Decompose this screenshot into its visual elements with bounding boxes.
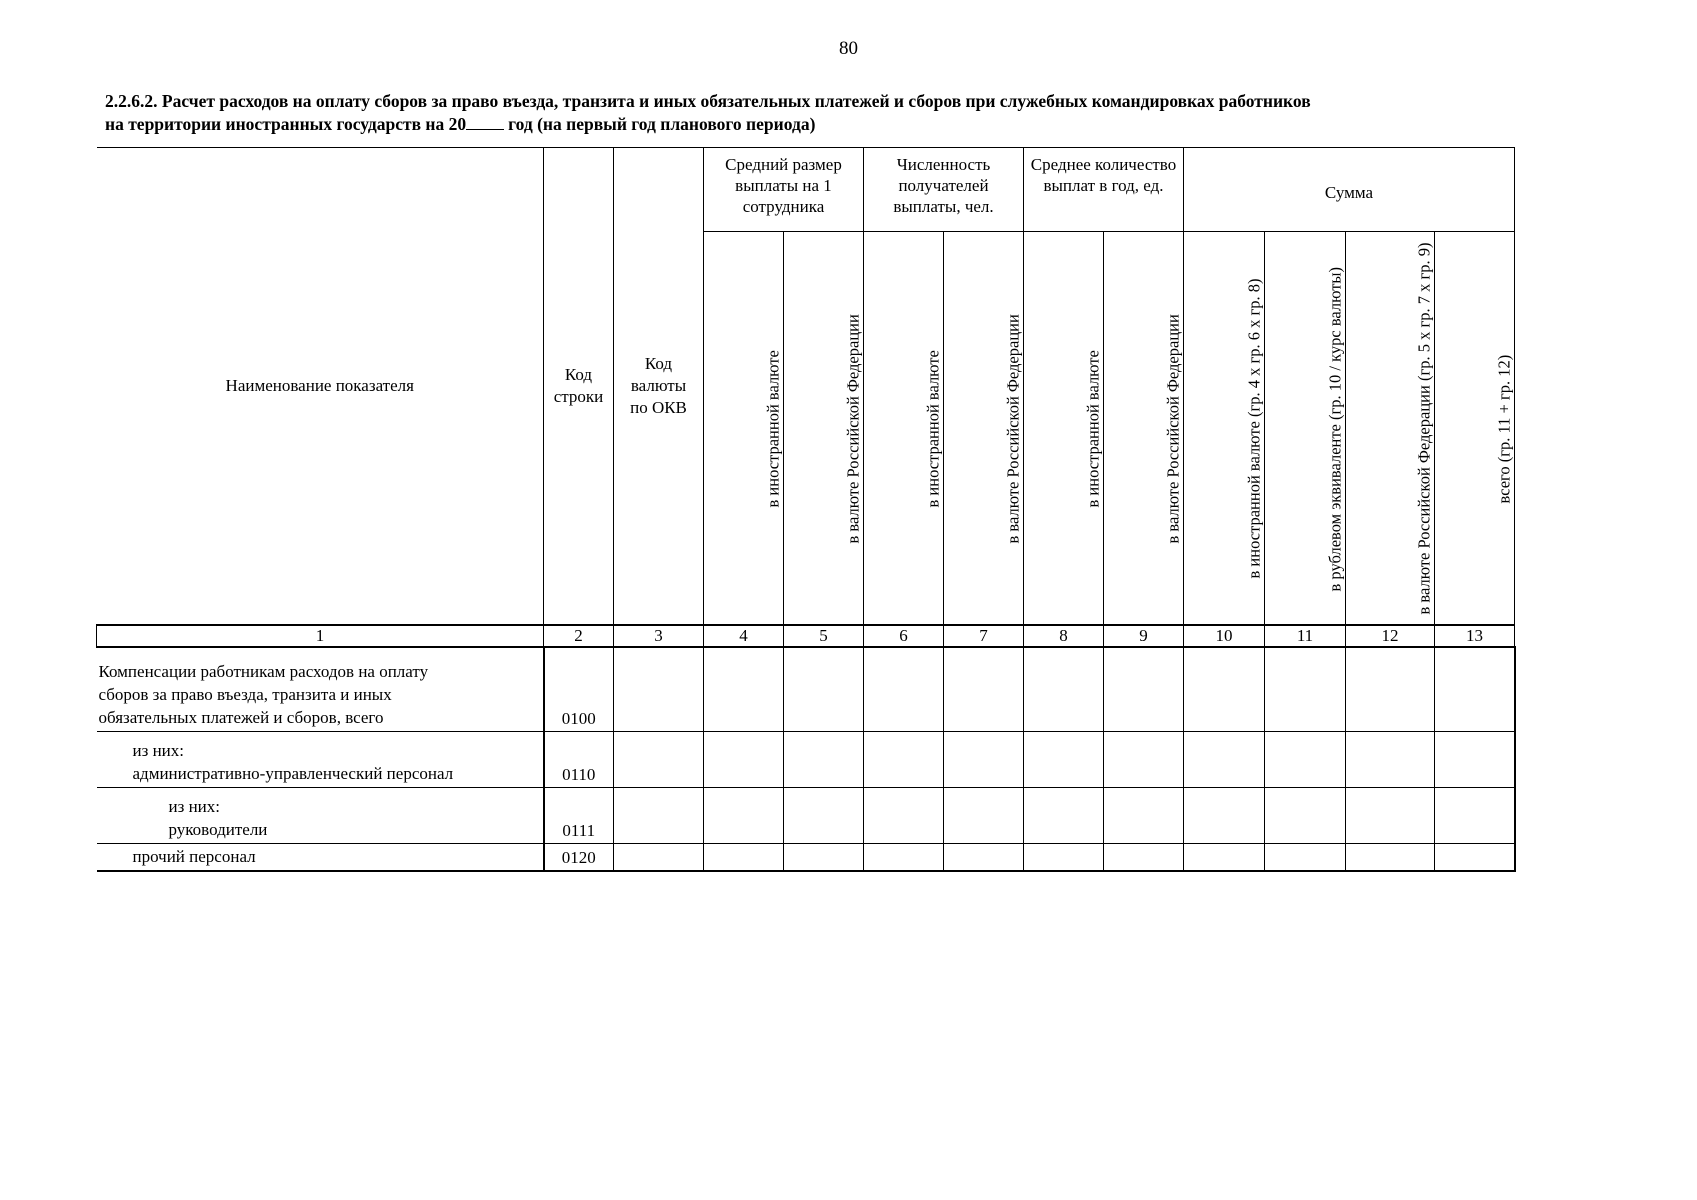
column-number: 13 — [1435, 625, 1515, 647]
row-code: 0110 — [544, 731, 614, 787]
column-number: 5 — [784, 625, 864, 647]
column-numbers-row — [97, 625, 1515, 647]
table-row — [97, 647, 1515, 731]
input-cell[interactable] — [1184, 843, 1265, 871]
column-number: 4 — [704, 625, 784, 647]
row-name-line: Компенсации работникам расходов на оплату — [98, 661, 429, 681]
input-cell[interactable] — [944, 843, 1024, 871]
row-name — [97, 731, 544, 787]
row-code: 0111 — [544, 787, 614, 843]
header-group-avg-payment: Средний размер выплаты на 1 сотрудника — [704, 148, 864, 232]
header-col-11: в рублевом эквиваленте (гр. 10 / курс валюты) — [1265, 232, 1346, 626]
row-name — [97, 843, 544, 871]
row-name-line: руководители — [168, 819, 268, 839]
row-name-line: сборов за право въезда, транзита и иных — [98, 684, 392, 704]
row-name-line: административно-управленческий персонал — [132, 763, 454, 783]
input-cell[interactable] — [1184, 787, 1265, 843]
column-number: 11 — [1265, 625, 1346, 647]
input-cell[interactable] — [944, 731, 1024, 787]
title-line-1: 2.2.6.2. Расчет расходов на оплату сборов за право въезда, транзита и иных обязательных платежей и сборов при служебных командировках работников — [105, 91, 1311, 111]
input-cell[interactable] — [1104, 731, 1184, 787]
input-cell[interactable] — [864, 647, 944, 731]
column-number: 1 — [97, 625, 544, 647]
input-cell[interactable] — [1024, 843, 1104, 871]
column-number: 12 — [1346, 625, 1435, 647]
row-code: 0100 — [544, 647, 614, 731]
row-name — [97, 647, 544, 731]
input-cell[interactable] — [614, 647, 704, 731]
input-cell[interactable] — [614, 787, 704, 843]
header-col-4: в иностранной валюте — [704, 232, 784, 626]
input-cell[interactable] — [1265, 731, 1346, 787]
title-line-2 — [105, 113, 1505, 136]
input-cell[interactable] — [1184, 647, 1265, 731]
header-col-5: в валюте Российской Федерации — [784, 232, 864, 626]
column-number: 6 — [864, 625, 944, 647]
input-cell[interactable] — [864, 843, 944, 871]
input-cell[interactable] — [1346, 731, 1435, 787]
column-number: 9 — [1104, 625, 1184, 647]
input-cell[interactable] — [784, 731, 864, 787]
header-name: Наименование показателя — [97, 148, 544, 626]
input-cell[interactable] — [1104, 843, 1184, 871]
input-cell[interactable] — [614, 731, 704, 787]
year-blank-field — [466, 115, 504, 130]
input-cell[interactable] — [704, 647, 784, 731]
input-cell[interactable] — [1346, 787, 1435, 843]
input-cell[interactable] — [864, 731, 944, 787]
input-cell[interactable] — [784, 787, 864, 843]
input-cell[interactable] — [614, 843, 704, 871]
input-cell[interactable] — [1265, 787, 1346, 843]
input-cell[interactable] — [1435, 647, 1515, 731]
input-cell[interactable] — [1435, 731, 1515, 787]
title-line-2-end: год (на первый год планового периода) — [508, 114, 816, 134]
input-cell[interactable] — [1265, 843, 1346, 871]
table-row — [97, 843, 1515, 871]
input-cell[interactable] — [704, 731, 784, 787]
column-number: 2 — [544, 625, 614, 647]
input-cell[interactable] — [1024, 647, 1104, 731]
section-title — [105, 90, 1505, 136]
input-cell[interactable] — [704, 843, 784, 871]
row-name-line: прочий персонал — [132, 847, 256, 866]
header-col-13: всего (гр. 11 + гр. 12) — [1435, 232, 1515, 626]
header-col-9: в валюте Российской Федерации — [1104, 232, 1184, 626]
input-cell[interactable] — [784, 647, 864, 731]
input-cell[interactable] — [1104, 787, 1184, 843]
input-cell[interactable] — [1184, 731, 1265, 787]
header-group-avg-count: Среднее количество выплат в год, ед. — [1024, 148, 1184, 232]
input-cell[interactable] — [1346, 843, 1435, 871]
header-col-10: в иностранной валюте (гр. 4 х гр. 6 х гр. 8) — [1184, 232, 1265, 626]
row-name-line: из них: — [132, 740, 184, 760]
input-cell[interactable] — [1265, 647, 1346, 731]
input-cell[interactable] — [1346, 647, 1435, 731]
input-cell[interactable] — [1435, 843, 1515, 871]
header-col-12: в валюте Российской Федерации (гр. 5 х гр. 7 х гр. 9) — [1346, 232, 1435, 626]
column-number: 7 — [944, 625, 1024, 647]
header-group-sum: Сумма — [1184, 148, 1515, 232]
input-cell[interactable] — [1104, 647, 1184, 731]
table-row — [97, 731, 1515, 787]
input-cell[interactable] — [864, 787, 944, 843]
input-cell[interactable] — [1024, 787, 1104, 843]
row-code: 0120 — [544, 843, 614, 871]
title-line-2-start: на территории иностранных государств на 20 — [105, 114, 467, 134]
header-col-6: в иностранной валюте — [864, 232, 944, 626]
input-cell[interactable] — [1024, 731, 1104, 787]
input-cell[interactable] — [944, 647, 1024, 731]
column-number: 10 — [1184, 625, 1265, 647]
input-cell[interactable] — [704, 787, 784, 843]
row-name-line: обязательных платежей и сборов, всего — [98, 707, 384, 727]
header-col-8: в иностранной валюте — [1024, 232, 1104, 626]
row-name — [97, 787, 544, 843]
input-cell[interactable] — [1435, 787, 1515, 843]
input-cell[interactable] — [784, 843, 864, 871]
table-row — [97, 787, 1515, 843]
header-col-7: в валюте Российской Федерации — [944, 232, 1024, 626]
row-name-line: из них: — [168, 796, 220, 816]
expense-form-table — [96, 147, 1516, 872]
header-row-code: Код строки — [544, 148, 614, 626]
input-cell[interactable] — [944, 787, 1024, 843]
page-number: 80 — [839, 38, 858, 59]
column-number: 3 — [614, 625, 704, 647]
header-currency-code: Код валюты по ОКВ — [614, 148, 704, 626]
column-number: 8 — [1024, 625, 1104, 647]
header-group-recipients: Численность получателей выплаты, чел. — [864, 148, 1024, 232]
